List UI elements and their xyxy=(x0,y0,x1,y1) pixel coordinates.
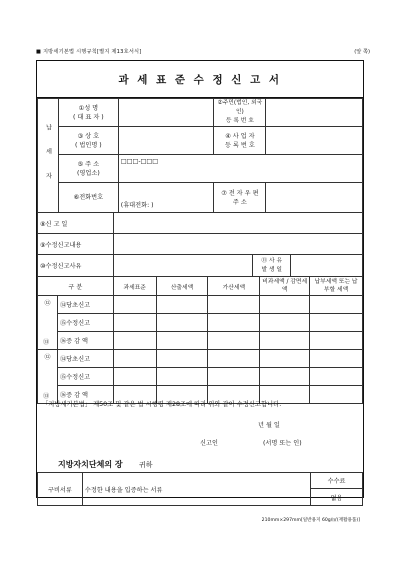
bizno-label xyxy=(214,127,266,155)
cell[interactable] xyxy=(260,368,310,386)
trade-field[interactable] xyxy=(118,127,214,155)
col-computed-tax: 산출세액 xyxy=(156,277,208,296)
address-label xyxy=(58,155,118,183)
amend-content-label: ⑨수정신고내용 xyxy=(38,234,114,255)
cell[interactable] xyxy=(208,368,260,386)
reason-date-label-main: ⑪ 사 유 xyxy=(261,257,283,264)
cell[interactable] xyxy=(260,332,310,350)
row-original-2: ⑭당초신고 xyxy=(57,350,113,368)
cell[interactable] xyxy=(208,296,260,314)
col-additional-tax: 가산세액 xyxy=(208,277,260,296)
recipient-suffix: 귀하 xyxy=(139,461,153,469)
tax-grid xyxy=(37,276,363,404)
resident-label xyxy=(214,99,266,127)
attachments-content: 수정한 내용을 입증하는 서류 xyxy=(82,473,310,506)
row-amended-1: ⑮수정신고 xyxy=(57,314,113,332)
attachments-label: 구비서류 xyxy=(38,473,83,506)
email-label xyxy=(214,183,266,213)
fee-value: 없음 xyxy=(311,489,363,506)
address-label-main: ⑤ 주 소 xyxy=(77,160,100,168)
email-field[interactable] xyxy=(266,183,363,213)
cell[interactable] xyxy=(113,350,156,368)
cell[interactable] xyxy=(113,368,156,386)
name-label-main: ①성 명 xyxy=(78,104,99,112)
phone-label: ⑥전화번호 xyxy=(58,183,118,213)
fee-label: 수수료 xyxy=(311,473,363,489)
cell[interactable] xyxy=(156,314,208,332)
filing-table xyxy=(37,212,363,277)
cell[interactable] xyxy=(260,296,310,314)
declaration-date: 년 월 일 xyxy=(258,422,280,429)
filing-date-label: ⑧신 고 일 xyxy=(38,213,114,234)
trade-label-main: ③ 상 호 xyxy=(77,132,100,140)
cell[interactable] xyxy=(310,368,363,386)
bizno-label-sub: 등 록 번 호 xyxy=(224,141,255,149)
group1-bottom-marker: ⑬ xyxy=(43,339,50,346)
row-diff-1: ⑯증 감 액 xyxy=(57,332,113,350)
row-amended-2: ⑮수정신고 xyxy=(57,368,113,386)
amend-content-field[interactable] xyxy=(113,234,362,255)
name-label-sub: ( 대 표 자 ) xyxy=(73,113,104,121)
cell[interactable] xyxy=(310,296,363,314)
cell[interactable] xyxy=(156,350,208,368)
filer-label: 신고인 xyxy=(200,440,218,447)
taxpayer-table xyxy=(37,98,363,213)
recipient: 지방자치단체의 장 xyxy=(58,460,123,469)
attachments-table xyxy=(37,472,363,506)
cell[interactable] xyxy=(113,314,156,332)
email-label-main: ⑦ 전 자 우 편 xyxy=(221,189,259,197)
bizno-field[interactable] xyxy=(266,127,363,155)
group2-marker xyxy=(38,350,58,404)
address-label-sub: (영업소) xyxy=(76,169,100,177)
cell[interactable] xyxy=(156,332,208,350)
row-diff-2: ⑯증 감 액 xyxy=(57,386,113,404)
reason-date-label-sub: 발 생 일 xyxy=(261,266,282,273)
col-payable-tax: 납부세액 또는 납부할 세액 xyxy=(310,277,363,296)
group1-top-marker: ⑫ xyxy=(44,300,51,307)
cell[interactable] xyxy=(310,386,363,404)
resident-label-main: ②주민(법인, 외국인) xyxy=(217,100,263,115)
reason-date-field[interactable] xyxy=(291,255,363,277)
cell[interactable] xyxy=(113,296,156,314)
cell[interactable] xyxy=(208,314,260,332)
taxpayer-side-label: 납 세 자 xyxy=(38,99,59,213)
bizno-label-main: ④ 사 업 자 xyxy=(225,132,255,140)
header-page-side: (앞 쪽) xyxy=(354,49,370,55)
col-exempt-tax: 비과세액 / 감면세액 xyxy=(260,277,310,296)
amend-reason-label: ⑩수정신고사유 xyxy=(38,255,114,277)
row-original-1: ⑭당초신고 xyxy=(57,296,113,314)
cell[interactable] xyxy=(156,296,208,314)
col-tax-base: 과세표준 xyxy=(113,277,156,296)
resident-label-sub: 등 록 번 호 xyxy=(225,118,254,124)
filing-date-field[interactable] xyxy=(113,213,362,234)
address-field[interactable] xyxy=(118,155,362,183)
name-field[interactable] xyxy=(118,99,214,127)
declaration-text: 「지방세기본법」 제50조 및 같은 법 시행령 제28조에 따라 위와 같이 수정신고합니다. xyxy=(42,401,282,408)
cell[interactable] xyxy=(208,350,260,368)
trade-label-sub: ( 법인명 ) xyxy=(75,141,102,149)
trade-label xyxy=(58,127,118,155)
email-label-sub: 주 소 xyxy=(232,198,247,206)
cell[interactable] xyxy=(310,350,363,368)
form-title: 과 세 표 준 수 정 신 고 서 xyxy=(118,73,282,86)
group2-bottom-marker: ⑬ xyxy=(43,393,50,400)
mobile-phone-hint: (휴대전화: ) xyxy=(120,202,154,209)
group1-marker xyxy=(38,296,58,350)
cell[interactable] xyxy=(310,314,363,332)
cell[interactable] xyxy=(260,314,310,332)
reason-date-label xyxy=(253,255,291,277)
group2-top-marker: ⑫ xyxy=(44,354,51,361)
cell[interactable] xyxy=(208,332,260,350)
form-title-box xyxy=(37,61,363,98)
paper-spec: 210mm×297mm[일반용지 60g/㎡(재활용품)] xyxy=(261,518,360,523)
postal-code-boxes: □□□-□□□ xyxy=(120,158,159,165)
name-label xyxy=(58,99,118,127)
grid-header-label: 구 분 xyxy=(38,277,114,296)
cell[interactable] xyxy=(113,332,156,350)
resident-field[interactable] xyxy=(266,99,363,127)
amend-reason-field[interactable] xyxy=(113,255,253,277)
cell[interactable] xyxy=(156,368,208,386)
header-form-number: ■ 지방세기본법 시행규칙[별지 제13호서식] xyxy=(36,49,142,55)
filer-signature: (서명 또는 인) xyxy=(263,440,302,447)
cell[interactable] xyxy=(310,332,363,350)
phone-field[interactable] xyxy=(118,183,214,213)
cell[interactable] xyxy=(260,350,310,368)
